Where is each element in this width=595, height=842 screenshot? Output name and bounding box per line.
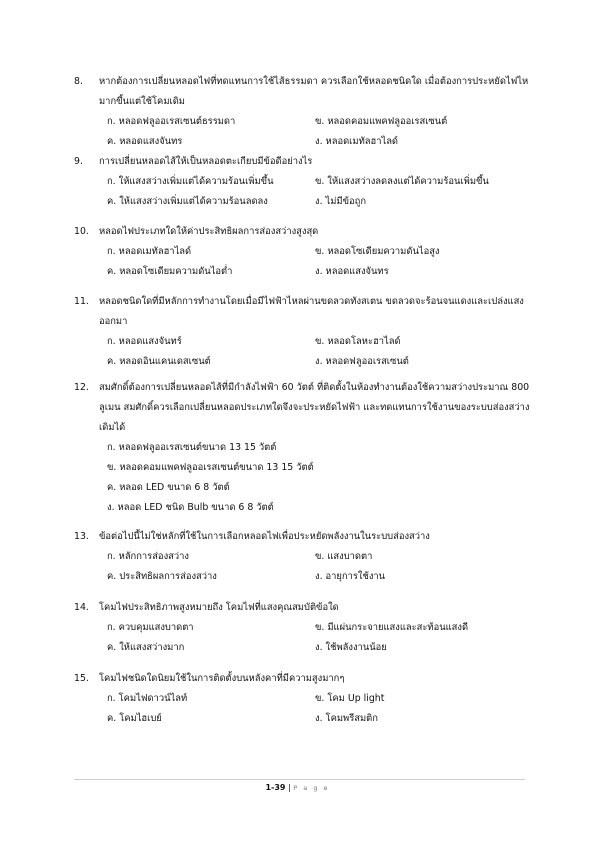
page-number: 1-39 <box>265 783 286 792</box>
option-b: ข. หลอดโซเดียมความดันไอสูง <box>315 246 440 257</box>
option-b: ข. มีแผ่นกระจายแสงและสะท้อนแสงดี <box>315 622 469 633</box>
question-12 <box>74 378 534 518</box>
question-text: หลอดไฟประเภทใดให้ค่าประสิทธิผลการส่องสว่างสูงสุด <box>99 226 319 237</box>
option-a: ก. โคมไฟดาวน์ไลท์ <box>107 693 188 704</box>
question-number: 13. <box>74 531 89 542</box>
footer-divider <box>74 779 525 780</box>
question-8 <box>74 72 534 152</box>
option-c: ค. หลอดอินแคนเดสเซนต์ <box>107 356 211 367</box>
option-c: ค. ให้แสงสว่างมาก <box>107 642 185 653</box>
option-d: ง. หลอดแสงจันทร <box>315 266 389 277</box>
option-d: ง. หลอด LED ชนิด Bulb ขนาด 6 8 วัตต์ <box>107 502 274 513</box>
option-b: ข. หลอดคอมแพคฟลูออเรสเซนต์ขนาด 13 15 วัตต์ <box>107 462 314 473</box>
question-number: 15. <box>74 673 89 684</box>
question-10 <box>74 222 534 282</box>
option-c: ค. หลอดแสงจันทร <box>107 136 183 147</box>
question-number: 14. <box>74 602 89 613</box>
question-number: 9. <box>74 156 83 167</box>
option-a: ก. ควบคุมแสงบาดตา <box>107 622 194 633</box>
question-text: สมศักดิ์ต้องการเปลี่ยนหลอดไส้ที่มีกำลังไฟฟ้า 60 วัตต์ ที่ติดตั้งในห้องทำงานต้องใช้ความสว่างประมาณ 800 ลูเมน สมศักดิ์ควรเลือกเปลี่ยนหลอดประเภทใดจึงจะประหยัดไฟฟ้า และทดแทนการใช้งานของระบบส่องสว่างเดิมได้ <box>99 382 530 433</box>
option-a: ก. หลอดเมทัลฮาไลด์ <box>107 246 192 257</box>
page-footer <box>0 783 595 792</box>
option-d: ง. ใช้พลังงานน้อย <box>315 642 387 653</box>
option-a: ก. หลอดฟลูออเรสเซนต์ขนาด 13 15 วัตต์ <box>107 442 277 453</box>
question-9 <box>74 152 534 212</box>
option-d: ง. ไม่มีข้อถูก <box>315 196 367 207</box>
question-text: โคมไฟประสิทธิภาพสูงหมายถึง โคมไฟที่แสงคุณสมบัติข้อใด <box>99 602 339 613</box>
option-b: ข. หลอดคอมแพคฟลูออเรสเซนต์ <box>315 116 448 127</box>
option-a: ก. หลอดฟลูออเรสเซนต์ธรรมดา <box>107 116 236 127</box>
option-c: ค. หลอด LED ขนาด 6 8 วัตต์ <box>107 482 230 493</box>
option-b: ข. แสงบาดตา <box>315 551 373 562</box>
question-11 <box>74 292 534 372</box>
question-text: การเปลี่ยนหลอดไส้ให้เป็นหลอดตะเกียบมีข้อดีอย่างไร <box>99 156 313 167</box>
option-b: ข. หลอดโลหะฮาไลด์ <box>315 336 401 347</box>
question-13 <box>74 527 534 587</box>
question-number: 8. <box>74 76 83 87</box>
option-b: ข. ให้แสงสว่างลดลงแต่ได้ความร้อนเพิ่มขึ้น <box>315 176 489 187</box>
option-b: ข. โคม Up light <box>315 693 385 704</box>
question-text: โคมไฟชนิดใดนิยมใช้ในการติดตั้งบนหลังคาที่มีความสูงมากๆ <box>99 673 345 684</box>
option-a: ก. ให้แสงสว่างเพิ่มแต่ได้ความร้อนเพิ่มขึ้น <box>107 176 274 187</box>
footer-separator: | <box>288 783 291 792</box>
question-number: 10. <box>74 226 89 237</box>
option-a: ก. หลักการส่องสว่าง <box>107 551 189 562</box>
question-14 <box>74 598 534 658</box>
option-c: ค. ประสิทธิผลการส่องสว่าง <box>107 571 217 582</box>
option-c: ค. หลอดโซเดียมความดันไอต่ำ <box>107 266 233 277</box>
option-d: ง. อายุการใช้งาน <box>315 571 386 582</box>
question-number: 11. <box>74 296 89 307</box>
option-a: ก. หลอดแสงจันทร์ <box>107 336 182 347</box>
page-word: P a g e <box>293 784 330 792</box>
question-number: 12. <box>74 382 89 393</box>
option-d: ง. โคมพรีสมติก <box>315 713 378 724</box>
option-d: ง. หลอดเมทัลฮาไลด์ <box>315 136 399 147</box>
option-c: ค. ให้แสงสว่างเพิ่มแต่ได้ความร้อนลดลง <box>107 196 268 207</box>
option-d: ง. หลอดฟลูออเรสเซนต์ <box>315 356 409 367</box>
question-text: ข้อต่อไปนี้ไม่ใช่หลักที่ใช้ในการเลือกหลอดไฟเพื่อประหยัดพลังงานในระบบส่องสว่าง <box>99 531 430 542</box>
option-c: ค. โคมไฮเบย์ <box>107 713 162 724</box>
question-15 <box>74 669 534 729</box>
question-text: หากต้องการเปลี่ยนหลอดไฟที่ทดแทนการใช้ไส้ธรรมดา ควรเลือกใช้หลอดชนิดใด เมื่อต้องการประหยัดไฟไหมากขึ้นแต่ใช้โคมเดิม <box>99 76 529 107</box>
question-text: หลอดชนิดใดที่มีหลักการทำงานโดยเมื่อมีไฟฟ้าไหลผ่านขดลวดทังสเตน ขดลวดจะร้อนจนแดงและเปล่งแสงออกมา <box>99 296 524 327</box>
